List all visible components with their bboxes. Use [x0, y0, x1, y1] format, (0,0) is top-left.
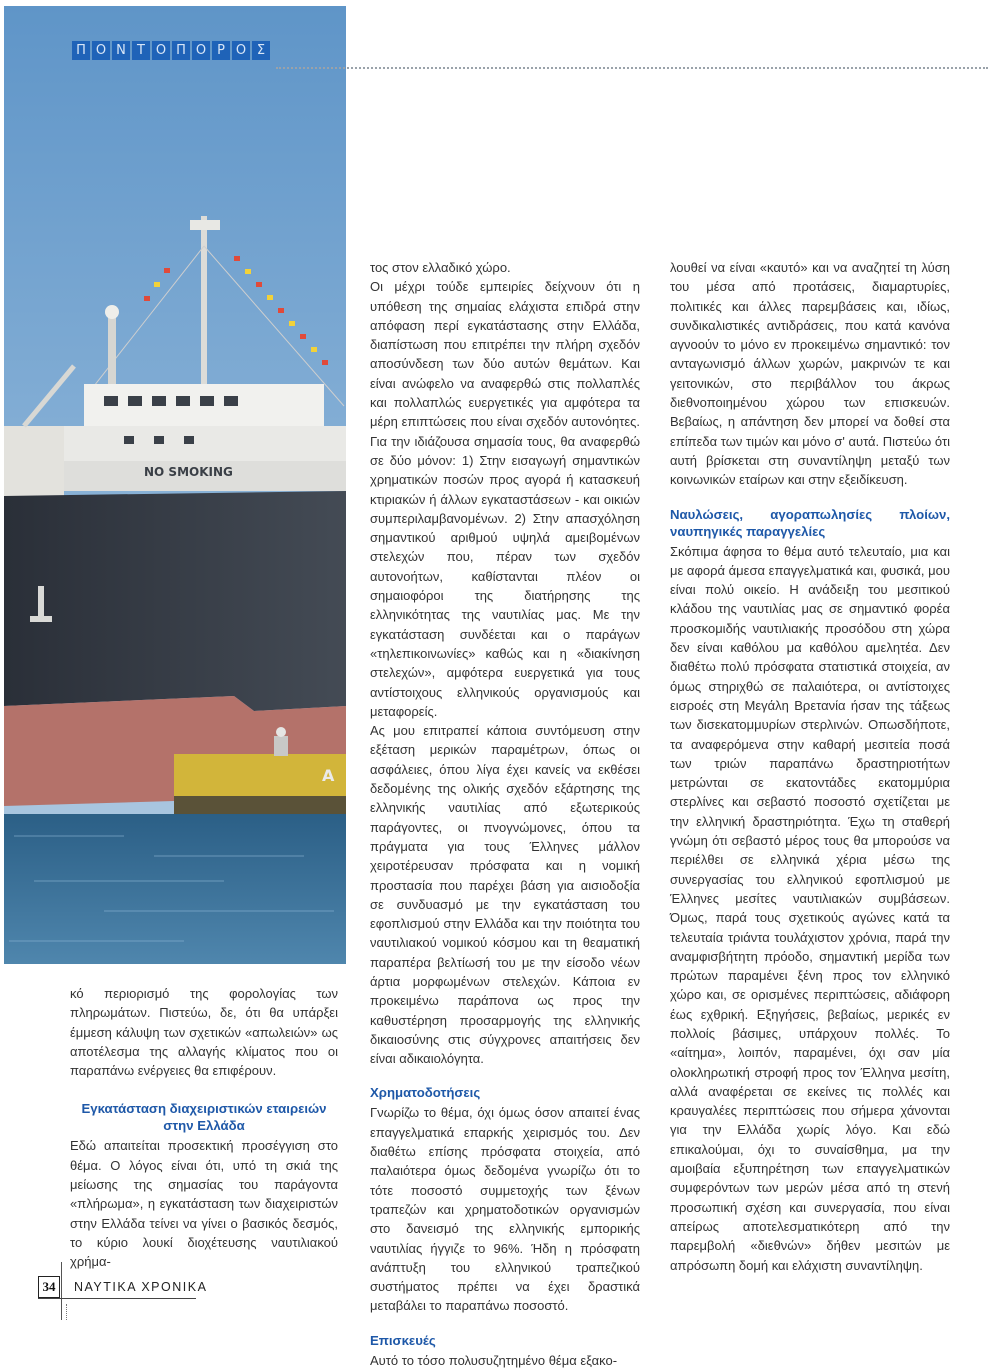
paragraph: Εδώ απαιτείται προσεκτική προσέγγιση στο θέμα. Ο λόγος είναι ότι, υπό τη σκιά της μείωσης της σημασίας του παράγοντα «πλήρωμα», η εγκατάσταση των διαχειριστών στην Ελλάδα τείνει να γίνει ο βασικός δεσμός, το κύριο λουκί διοχέτευσης ναυτιλιακού χρήμα-: [70, 1138, 338, 1270]
paragraph: λουθεί να είναι «καυτό» και να αναζητεί τη λύση του μέσα από προτάσεις, διαμαρτυρίες, πολιτικές και άλλες παρεμβάσεις και, ιδίως, συνδικαλιστικές αντιδράσεις, που κατά κανόνα αγνοούν το μόνο εν προκειμένω σημαντικό: τον ανταγωνισμό άλλων χωρών, μακρινών τε και γειτονικών, στο περιβάλλον του άκρως διεθνοποιημένου χώρου των επισκευών. Βεβαίως, η απάντηση δεν μπορεί να δοθεί στα επίπεδα των τιμών και μόνο σ' αυτά. Πιστεύω ότι αυτή βρίσκεται στη συναντίληψη μεταξύ των κοινωνικών εταίρων και στην εξειδίκευση.: [670, 260, 950, 488]
paragraph: Σκόπιμα άφησα το θέμα αυτό τελευταίο, μια και με αφορά άμεσα επαγγελματικά και, φυσικά, μου είναι πολύ οικείο. Η ανάδειξη του μεσιτικού κλάδου της ναυτιλίας μας σε σημαντικό φορέα προσκομιδής ναυτιλιακής προσόδου στη χώρα δεν είναι καθόλου μα καθόλου αμελητέα. Δεν διαθέτω πολύ πρόσφατα στατιστικά στοιχεία, αν όμως στηριχθώ σε παλαιότερα, οι αντίστοιχες εισροές στη Μεγάλη Βρετανία ήσαν της τάξεως των δισεκατομμυρίων στερλινών. Οπωσδήποτε, τα αναφερόμενα στην καθαρή μεσιτεία ποσά των τριών παραπάνω δραστηριοτήτων μετρώνται σε εκατοντάδες εκατομμύρια στερλίνες και σεβαστό ποσοστό σχετίζεται με την ελληνική δραστηριότητα. Έχω τη σταθερή γνώμη ότι σεβαστό μέρος τους θα μπορούσε να περιέλθει σε ελληνικά χέρια μέσω της συνεργασίας του ελληνικού εφοπλισμού με Έλληνες μεσίτες ναυτιλιακών συμβάσεων. Όμως, παρά τους σχετικούς αγώνες κατά τα τελευταία τριάντα τουλάχιστον χρόνια, παρά την αναμφισβήτητη πρόοδο, σημαντική μερίδα των πρώτων παραμένει ξένη προς τον ελληνικό χώρο και, σε ορισμένες περιπτώσεις, αδιάφορη έως εχθρική. Εξηγήσεις, βεβαίως, μερικές εν πολλοίς βάσιμες, υπάρχουν πολλές. Το «αίτημα», λοιπόν, παραμένει, όχι σαν μία ολοκληρωτική στροφή προς τον Έλληνα μεσίτη, αλλά αναφέρεται σε εκείνες τις πολλές και κραυγαλέες περιπτώσεις που σήμερα χάνονται για την Ελλάδα χωρίς λόγο. Και εδώ επικαλούμαι, όχι το συναίσθημα, μα την αμοιβαία εξυπηρέτηση των επαγγελματικών συμφερόντων των μερών μέσα από τη στενή προσωπική σχέση και συνεργασία, που είναι απείρως αποτελεσματικότερη από την παρεμβολή «διεθνών» δήθεν μεσιτών με απρόσωπη δομή και ελάχιστη συναντίληψη.: [670, 543, 950, 1273]
section-letter: Ο: [152, 41, 170, 60]
ship-photo: [4, 6, 346, 964]
quay-mark-text: A: [322, 766, 335, 785]
section-heading: Χρηματοδοτήσεις: [370, 1085, 481, 1101]
article-column-3: [670, 258, 950, 1275]
section-letter: Ο: [92, 41, 110, 60]
section-tag: [72, 41, 270, 60]
paragraph: τος στον ελλαδικό χώρο.: [370, 260, 511, 275]
paragraph: Γνωρίζω το θέμα, όχι όμως όσον απαιτεί ένας επαγγελματικά επαρκής χειρισμός του. Δεν διαθέτω επίσης πρόσφατα στοιχεία, από παλαιότερα όμως δεδομένα γνωρίζω ότι το τότε ποσοστό συμμετοχής των ξένων τραπεζών και χρηματοδοτικών οργανισμών στο δανεισμό της ελληνικής εμπορικής ναυτιλίας ήγγιζε το 96%. Ήδη η πρόσφατη ανάπτυξη του ελληνικού τραπεζικού συστήματος πρέπει να έχει δραστικά μεταβάλει το παραπάνω ποσοστό.: [370, 1105, 640, 1314]
paragraph: Αυτό το τόσο πολυσυζητημένο θέμα εξακο-: [370, 1352, 618, 1368]
section-letter: Ρ: [212, 41, 230, 60]
section-letter: Π: [172, 41, 190, 60]
section-letter: Ο: [192, 41, 210, 60]
section-letter: Σ: [252, 41, 270, 60]
article-column-1: [70, 984, 338, 1272]
page-number: 34: [38, 1276, 60, 1298]
footer-rule: [38, 1298, 196, 1299]
header-dotted-rule: [276, 67, 988, 69]
article-column-2: [370, 258, 640, 1370]
section-heading: Εγκατάσταση διαχειριστικών εταιρειών στην Ελλάδα: [81, 1101, 327, 1134]
ship-sign-text: NO SMOKING: [144, 465, 233, 479]
section-heading: Επισκευές: [370, 1332, 436, 1348]
footer-dotted-line: [66, 1304, 67, 1320]
section-letter: Π: [72, 41, 90, 60]
magazine-title: ΝΑΥΤΙΚΑ ΧΡΟΝΙΚΑ: [74, 1280, 208, 1294]
section-heading: Ναυλώσεις, αγοραπωλησίες πλοίων, ναυπηγικές παραγγελίες: [670, 506, 950, 539]
paragraph: κό περιορισμό της φορολογίας των πληρωμάτων. Πιστεύω, δε, ότι θα υπάρξει έμμεση κάλυψη των σχετικών «απωλειών» ως αποτέλεσμα της αλλαγής κλίματος που οι παραπάνω ενέργειες θα επιφέρουν.: [70, 986, 338, 1079]
section-letter: Ο: [232, 41, 250, 60]
section-letter: Τ: [132, 41, 150, 60]
paragraph: Ας μου επιτραπεί κάποια συντόμευση στην εξέταση μερικών παραμέτρων, όπως οι ασφάλειες, όπου λίγα έχει κανείς να εκθέσει δεδομένης της ολικής σχεδόν εξάρτησης της ελληνικής ναυτιλίας από εξωτερικούς παράγοντες, οι πνογνώμονες, όπου τα πράγματα για τους Έλληνες μάλλον χειροτέρευσαν πρόσφατα και η νομική προστασία που παρέχει βάση για αισιοδοξία σε συνδυασμό με την εγκατάσταση του εφοπλισμού στην Ελλάδα και την ποιότητα του ναυτιλιακού νομικού κόσμου και τη θεαματική παραπέρα βελτίωσή του με την είσοδο νέων άρτια μορφωμένων στελεχών. Κάποια εν προκειμένω παράπονα ως προς την καθυστέρηση προσαρμογής της ελληνικής δικαιοσύνης στις σύγχρονες απαιτήσεις δεν είναι αδικαιολόγητα.: [370, 723, 640, 1067]
page-footer: [38, 1276, 207, 1298]
section-letter: Ν: [112, 41, 130, 60]
ship-illustration: [4, 6, 346, 964]
paragraph: Οι μέχρι τούδε εμπειρίες δείχνουν ότι η υπόθεση της σημαίας ελάχιστα επιδρά στην απόφαση περί εγκατάστασης στην Ελλάδα, διαπίστωση που επιτρέπει την πλήρη σχεδόν αποσύνδεση των δύο αυτών θεμάτων. Και είναι ανώφελο να αναφερθώ στις πολλαπλές και πολλαπλώς ευεργετικές για αμφότερα τα μέρη επιπτώσεις που είναι σχεδόν αυτονόητες. Για την ιδιάζουσα σημασία τους, θα αναφερθώ σε δύο μόνον: 1) Στην εισαγωγή σημαντικών χρηματικών ποσών προς αγορά ή κατασκευή κτιριακών ή άλλων εγκαταστάσεων - και οικιών συμπεριλαμβανομένων. 2) Στην απασχόληση σημαντικού αριθμού υψηλά αμειβομένων στελεχών που, πέραν των σχεδόν αυτονοήτων, καθίστανται πλέον οι σημαιοφόροι της διατήρησης της ελληνικότητας της ναυτιλίας μας. Με την εγκατάσταση συνδέεται και ο παράγων «τηλεπικοινωνίες» καθώς και η «διακίνηση στελεχών», αμφότερα ευεργετικά για τους αντίστοιχους ελληνικούς οργανισμούς και μεταφορείς.: [370, 279, 640, 719]
